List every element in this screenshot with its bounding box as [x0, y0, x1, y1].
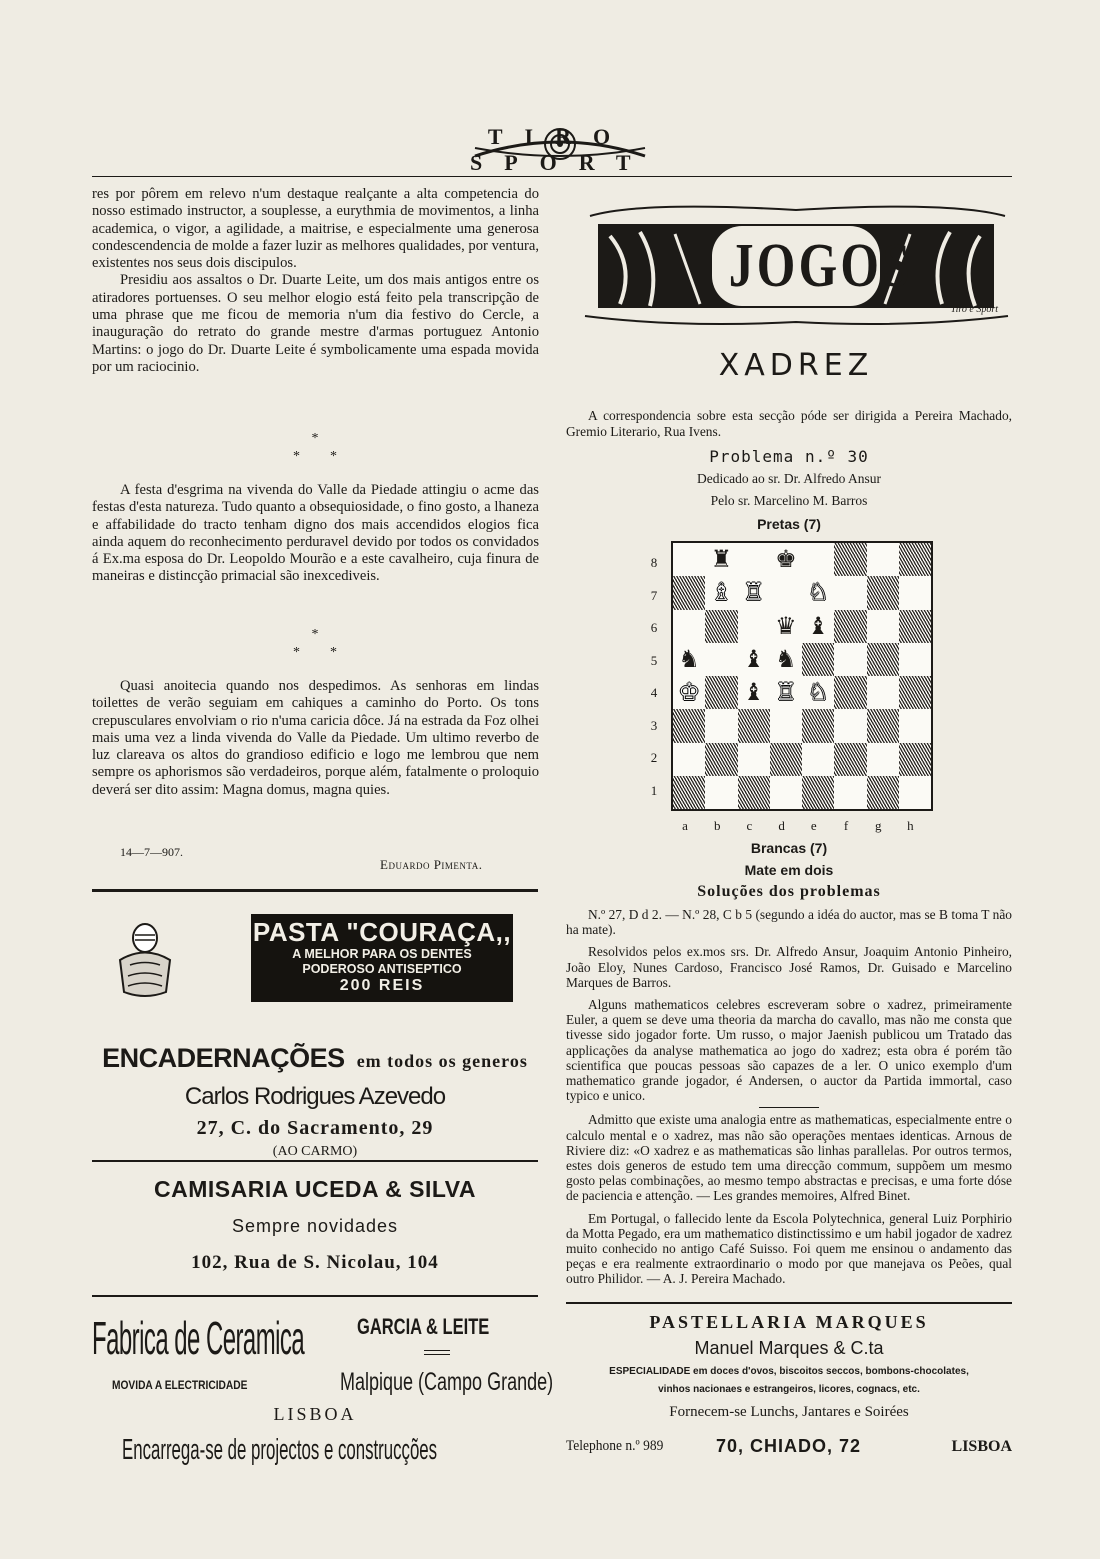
board-square-a3	[673, 709, 705, 742]
ad-title: ENCADERNAÇÕES	[102, 1043, 345, 1073]
rank-label: 3	[650, 717, 658, 733]
chess-piece-d8: ♚	[770, 543, 802, 576]
board-square-b6	[705, 610, 737, 643]
board-square-e5	[802, 643, 834, 676]
left-column	[92, 186, 539, 376]
double-rule	[424, 1350, 450, 1355]
board-square-d2	[770, 743, 802, 776]
chess-piece-d5: ♞	[770, 643, 802, 676]
file-label: g	[874, 818, 882, 833]
chess-piece-b8: ♜	[705, 543, 737, 576]
left-column-3	[92, 678, 539, 799]
rank-label: 6	[650, 620, 658, 635]
chess-piece-e4: ♘	[802, 676, 834, 709]
board-square-d1	[770, 776, 802, 809]
rank-label: 4	[650, 685, 658, 700]
banner-credit: Tiro e Sport	[950, 304, 998, 315]
left-column-2	[92, 482, 539, 586]
board-square-e8	[802, 543, 834, 576]
board-square-c8	[738, 543, 770, 576]
board-square-f5	[834, 643, 866, 676]
chess-board	[671, 541, 933, 811]
board-square-a1	[673, 776, 705, 809]
board-square-h1	[899, 776, 931, 809]
board-square-g5	[867, 643, 899, 676]
paragraph: res por pôrem em relevo n'um destaque realçante a alta competencia do nosso estimado instructor, a souplesse, a eurythmia de movimentos, a linha academica, o vigor, a agilidade, a maitrise, e especialmente uma generosa condescendencia de molde a fazer luzir as melhores qualidades, por ventura, existentes nos seus dois discipulos.	[92, 186, 539, 272]
header-rule	[92, 176, 1012, 177]
ad-subtitle: em todos os generos	[356, 1051, 528, 1071]
chess-piece-c4: ♝	[738, 676, 770, 709]
pasta-couraca-ad: PASTA "COURAÇA,, A MELHOR PARA OS DENTES PODEROSO ANTISEPTICO 200 REIS	[251, 914, 513, 1002]
divider	[759, 1107, 819, 1108]
board-square-g6	[867, 610, 899, 643]
ad-title: Fabrica de Ceramica	[92, 1312, 305, 1364]
file-label: e	[810, 818, 817, 833]
masthead-text: TIRO SPORT	[470, 124, 653, 175]
board-square-f8	[834, 543, 866, 576]
chess-piece-d6: ♛	[770, 610, 802, 643]
board-square-a6	[673, 610, 705, 643]
board-square-g7	[867, 576, 899, 609]
file-label: h	[907, 818, 914, 833]
star-separator: * * *	[293, 627, 337, 660]
chess-piece-b7: ♗	[705, 576, 737, 609]
board-square-c3	[738, 709, 770, 742]
divider	[566, 1302, 1012, 1304]
board-square-c1	[738, 776, 770, 809]
article-date: 14—7—907.	[120, 845, 183, 859]
solutions-title: Soluções dos problemas	[697, 883, 881, 900]
chess-text	[566, 907, 1012, 1287]
board-square-h6	[899, 610, 931, 643]
board-square-f3	[834, 709, 866, 742]
board-square-b1	[705, 776, 737, 809]
dedication: Dedicado ao sr. Dr. Alfredo Ansur	[696, 471, 882, 486]
chess-piece-c5: ♝	[738, 643, 770, 676]
problem-title: Problema n.º 30	[709, 447, 869, 466]
paragraph: Alguns mathematicos celebres escreveram sobre o xadrez, primeiramente Euler, a quem se deve uma theoria da marcha do cavallo, mas não me consta que tivesse sido jogador forte. Um russo, o major Jaenish publicou um Tratado das applicações da analyse mathematica ao jogo do xadrez; esta obra é porém tão scientifica que poucas pessoas são capazes de a ler. O unico exemplo d'um mathematico grande jogador, é Andersen, o auctor da Partida immortal, caso typico e unico.	[566, 997, 1012, 1104]
rank-label: 8	[650, 555, 658, 570]
board-square-c2	[738, 743, 770, 776]
chess-intro: A correspondencia sobre esta secção póde ser dirigida a Pereira Machado, Gremio Literario, Rua Ivens.	[566, 408, 1012, 439]
knight-armor-icon	[110, 920, 180, 1005]
ceramica-ad: Fabrica de Ceramica MOVIDA A ELECTRICIDADE GARCIA & LEITE Malpique (Campo Grande) LISBOA Encarrega-se de projectos e construcções	[92, 1312, 554, 1466]
file-label: d	[778, 818, 785, 833]
board-square-h8	[899, 543, 931, 576]
paragraph: Quasi anoitecia quando nos despedimos. As senhoras em lindas toilettes de verão seguiam em cahiques a caminho do Porto. Os tons crepusculares envolviam o rio n'uma caricia dôce. Já na estrada da Foz olhei mais uma vez a linda vivenda do Valle da Piedade. Um ultimo reverbo de luz clareava os altos do grandioso edificio e logo me lembrou que nem sempre os aphorismos são verdadeiros, porque além, fatalmente o proloquio deverá ser dito assim: Magna domus, magna quies.	[92, 678, 539, 798]
ad-title: PASTELLARIA MARQUES	[649, 1312, 929, 1332]
board-square-b4	[705, 676, 737, 709]
file-label: c	[746, 818, 753, 833]
chess-piece-d4: ♖	[770, 676, 802, 709]
article-author: Eduardo Pimenta.	[380, 857, 483, 872]
ad-title: CAMISARIA UCEDA & SILVA	[154, 1176, 476, 1202]
jogos-banner	[580, 196, 1012, 334]
board-square-f7	[834, 576, 866, 609]
divider	[92, 1160, 538, 1162]
paragraph: Admitto que existe uma analogia entre as mathematicas, especialmente entre o calculo mental e o xadrez, mas não são operações mentaes identicas. Arnous de Riviere diz: «O xadrez e as mathematicas são linhas parallelas. Por outros termos, estes dois generos de estudo tem uma direcção commum, suppõem um mesmo gosto pelas combinações, ao mesmo tempo abstractas e precisas, e uma forte dóse de paciencia e attenção. — Les grandes memoires, Alfred Binet.	[566, 1112, 1012, 1204]
rank-label: 1	[650, 782, 658, 798]
board-square-h5	[899, 643, 931, 676]
section-title: XADREZ	[718, 348, 874, 383]
paragraph: A festa d'esgrima na vivenda do Valle da Piedade attingiu o acme das festas d'esta natureza. Tudo quanto a obsequiosidade, o fino gosto, a lhaneza e affabilidade do tracto tenham digno dos mais accendidos elogios fica ainda aquem do reconhecimento perduravel devido por todos os convidados á Ex.ma esposa do Dr. Leopoldo Mourão e a este cavalheiro, cuja finura de maneiras e distincção primacial são inexcediveis.	[92, 482, 539, 585]
rank-label: 7	[650, 587, 658, 603]
mate-label: Mate em dois	[744, 862, 834, 878]
board-square-g8	[867, 543, 899, 576]
file-label: b	[713, 818, 721, 833]
file-label: a	[682, 818, 688, 833]
board-square-h7	[899, 576, 931, 609]
file-label: f	[843, 818, 849, 833]
board-square-h2	[899, 743, 931, 776]
board-square-f6	[834, 610, 866, 643]
paragraph: Presidiu aos assaltos o Dr. Duarte Leite, um dos mais antigos entre os atiradores portuenses. O seu melhor elogio está feito pela transcripção de uma phrase que me ficou de memoria n'um dia festivo do Cercle, a inauguração do retrato do grande mestre d'armas portuguez Antonio Martins: o jogo do Dr. Duarte Leite é symbolicamente uma espada movida por um raciocinio.	[92, 272, 539, 375]
board-square-a2	[673, 743, 705, 776]
board-square-h4	[899, 676, 931, 709]
board-square-b3	[705, 709, 737, 742]
ad-title: PASTA "COURAÇA,,	[252, 917, 512, 947]
chess-piece-a5: ♞	[673, 643, 705, 676]
board-square-a8	[673, 543, 705, 576]
board-square-e2	[802, 743, 834, 776]
paragraph: N.º 27, D d 2. — N.º 28, C b 5 (segundo a idéa do auctor, mas se B toma T não ha mate).	[566, 907, 1012, 938]
board-square-b5	[705, 643, 737, 676]
masthead-logo	[470, 118, 653, 175]
problem-author: Pelo sr. Marcelino M. Barros	[710, 493, 868, 508]
board-square-d7	[770, 576, 802, 609]
board-square-g2	[867, 743, 899, 776]
board-square-e1	[802, 776, 834, 809]
paragraph: Resolvidos pelos ex.mos srs. Dr. Alfredo Ansur, Joaquim Antonio Pinheiro, João Eloy, Nunes Cardoso, Francisco José Ramos, Dr. Guisado e Marcelino Marques de Barros.	[566, 944, 1012, 990]
board-square-d3	[770, 709, 802, 742]
board-square-b2	[705, 743, 737, 776]
divider	[92, 1295, 538, 1297]
paragraph: Em Portugal, o fallecido lente da Escola Polytechnica, general Luiz Porphirio da Motta Pegado, era um mathematico distinctissimo e um habil jogador de xadrez muito conhecido no antigo Café Suisso. Foi quem me ensinou o andamento das peças e era realmente extraordinario o modo por que manejava os Peões, qual outro Philidor. — A. J. Pereira Machado.	[566, 1210, 1012, 1287]
board-square-g1	[867, 776, 899, 809]
encadernacoes-ad: ENCADERNAÇÕES em todos os generos Carlos Rodrigues Azevedo 27, C. do Sacramento, 29 (AO CARMO)	[102, 1043, 528, 1159]
chess-piece-e7: ♘	[802, 576, 834, 609]
board-square-g3	[867, 709, 899, 742]
rank-label: 2	[650, 750, 658, 765]
chess-piece-e6: ♝	[802, 610, 834, 643]
pastellaria-ad: PASTELLARIA MARQUES Manuel Marques & C.ta ESPECIALIDADE em doces d'ovos, biscoitos seccos, bombons-chocolates, vinhos nacionaes e estrangeiros, licores, cognacs, etc. Fornecem-se Lunchs, Jantares e Soirées Telephone n.º 989 70, CHIADO, 72 LISBOA	[566, 1312, 1012, 1456]
divider	[92, 889, 538, 892]
camisaria-ad: CAMISARIA UCEDA & SILVA Sempre novidades 102, Rua de S. Nicolau, 104	[92, 1172, 538, 1280]
banner-title: JOGOS	[728, 232, 913, 300]
board-square-f2	[834, 743, 866, 776]
rank-label: 5	[650, 652, 658, 668]
board-square-h3	[899, 709, 931, 742]
chess-piece-c7: ♖	[738, 576, 770, 609]
chess-piece-a4: ♔	[673, 676, 705, 709]
star-separator: * * *	[293, 431, 337, 464]
board-square-a7	[673, 576, 705, 609]
board-square-e3	[802, 709, 834, 742]
board-square-f1	[834, 776, 866, 809]
board-square-g4	[867, 676, 899, 709]
board-square-c6	[738, 610, 770, 643]
board-square-f4	[834, 676, 866, 709]
blacks-label: Pretas (7)	[757, 516, 821, 532]
whites-label: Brancas (7)	[750, 840, 828, 856]
